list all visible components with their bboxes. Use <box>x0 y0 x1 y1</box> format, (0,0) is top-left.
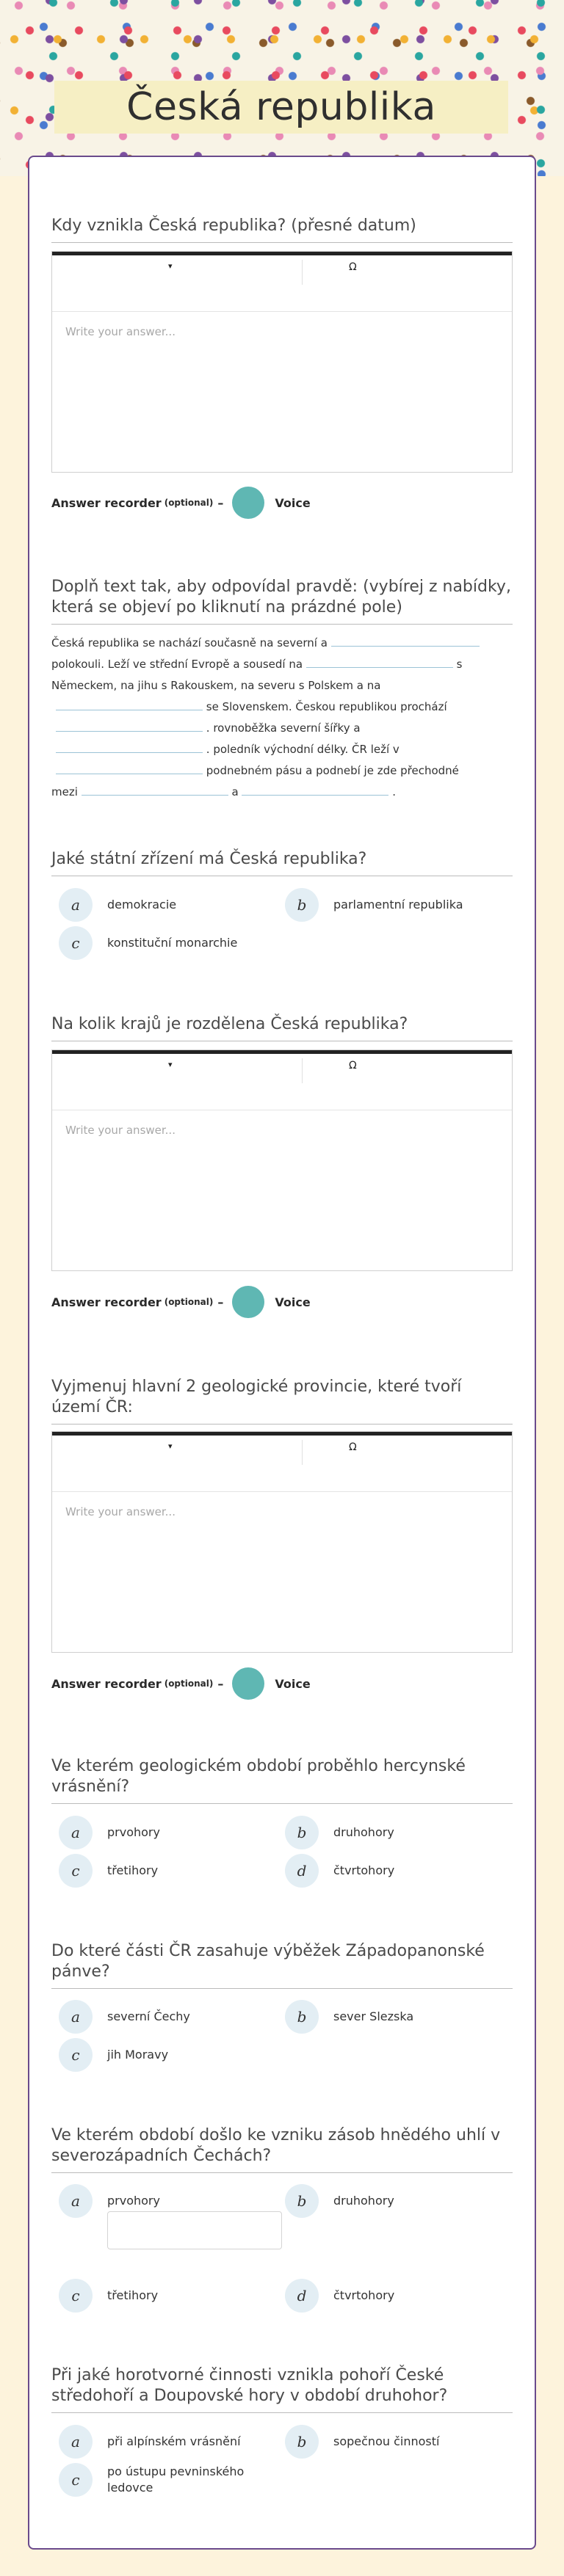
option-label: severní Čechy <box>107 2009 190 2023</box>
option-q7-c[interactable] <box>59 2038 168 2072</box>
option-label: po ústupu pevninského ledovce <box>107 2464 245 2495</box>
answer-input-5[interactable]: Write your answer... <box>65 1505 176 1518</box>
blank-select-8[interactable] <box>242 784 388 796</box>
option-q6-b[interactable] <box>285 1816 394 1849</box>
option-letter: b <box>285 2184 319 2218</box>
fill-text-segment: . rovnoběžka severní šířky a <box>206 721 361 735</box>
option-letter: c <box>59 926 93 960</box>
recorder-label: Answer recorder <box>51 1676 162 1691</box>
fill-text-segment: mezi <box>51 785 78 798</box>
question-3-title: Jaké státní zřízení má Česká republika? <box>51 849 513 876</box>
option-label: čtvrtohory <box>333 2288 395 2302</box>
option-letter: c <box>59 2038 93 2072</box>
recorder-dash: – <box>217 1676 224 1691</box>
option-label: sever Slezska <box>333 2009 414 2023</box>
option-label: čtvrtohory <box>333 1863 395 1877</box>
answer-editor-4[interactable] <box>51 1049 513 1271</box>
recorder-optional: (optional) <box>164 1678 214 1689</box>
question-7-title: Do které části ČR zasahuje výběžek Západopanonské pánve? <box>51 1941 513 1989</box>
answer-recorder-1 <box>51 487 311 519</box>
question-9-title: Při jaké horotvorné činnosti vznikla pohoří České středohoří a Doupovské hory v období druhohor? <box>51 2365 513 2413</box>
answer-editor-5[interactable] <box>51 1431 513 1653</box>
title-band <box>54 81 508 134</box>
answer-recorder-4 <box>51 1286 311 1318</box>
option-q3-b[interactable] <box>285 888 463 922</box>
recorder-label: Answer recorder <box>51 495 162 510</box>
option-letter: c <box>59 2279 93 2313</box>
fill-text-segment: . poledník východní délky. ČR leží v <box>206 743 400 756</box>
option-q9-b[interactable] <box>285 2425 439 2459</box>
option-letter: c <box>59 2463 93 2497</box>
fill-text-segment: a <box>231 785 239 798</box>
option-label: třetihory <box>107 2288 159 2302</box>
fill-text-segment: polokouli. Leží ve střední Evropě a sousedí na <box>51 658 303 671</box>
fill-text-segment: se Slovenskem. Českou republikou prochází <box>206 700 447 713</box>
format-dropdown-icon[interactable]: ▾ <box>168 261 173 271</box>
option-label: prvohory <box>107 2194 160 2208</box>
blank-select-3[interactable] <box>56 699 203 710</box>
answer-input-4[interactable]: Write your answer... <box>65 1124 176 1137</box>
toolbar-divider <box>302 1440 303 1465</box>
recorder-dash: – <box>217 1295 224 1309</box>
voice-label: Voice <box>275 1676 311 1691</box>
option-letter: b <box>285 2000 319 2034</box>
option-q3-c[interactable] <box>59 926 237 960</box>
page-title: Česká republika <box>126 85 436 129</box>
option-label: parlamentní republika <box>333 898 463 912</box>
option-letter: b <box>285 888 319 922</box>
option-letter: a <box>59 1816 93 1849</box>
question-4-title: Na kolik krajů je rozdělena Česká republika? <box>51 1014 513 1041</box>
blank-select-4[interactable] <box>56 720 203 732</box>
blank-select-5[interactable] <box>56 741 203 753</box>
voice-record-button[interactable] <box>232 1667 264 1700</box>
blank-select-1[interactable] <box>331 635 480 647</box>
option-q6-d[interactable] <box>285 1854 394 1888</box>
question-2-title: Doplň text tak, aby odpovídal pravdě: (vybírej z nabídky, která se objeví po kliknutí na prázdné pole) <box>51 577 513 625</box>
answer-input-1[interactable]: Write your answer... <box>65 325 176 338</box>
option-label: demokracie <box>107 898 177 912</box>
fill-text-segment: podnebném pásu a podnebí je zde přechodné <box>206 764 459 777</box>
option-letter: a <box>59 2184 93 2218</box>
recorder-optional: (optional) <box>164 498 214 508</box>
fill-text-segment: . <box>392 785 396 798</box>
recorder-optional: (optional) <box>164 1297 214 1307</box>
option-letter: d <box>285 2279 319 2313</box>
question-6-title: Ve kterém geologickém období proběhlo hercynské vrásnění? <box>51 1756 513 1804</box>
special-characters-icon[interactable]: Ω <box>349 261 357 273</box>
toolbar-divider <box>302 260 303 285</box>
option-label: jih Moravy <box>107 2048 169 2062</box>
option-q6-a[interactable] <box>59 1816 160 1849</box>
question-1-title: Kdy vznikla Česká republika? (přesné datum) <box>51 216 513 243</box>
option-label: druhohory <box>333 1825 394 1839</box>
option-letter: a <box>59 888 93 922</box>
option-label: sopečnou činností <box>333 2434 440 2448</box>
recorder-dash: – <box>217 495 224 510</box>
voice-label: Voice <box>275 1295 311 1309</box>
option-q7-b[interactable] <box>285 2000 413 2034</box>
option-q9-a[interactable] <box>59 2425 241 2459</box>
format-dropdown-icon[interactable]: ▾ <box>168 1441 173 1451</box>
blank-select-2[interactable] <box>306 656 453 668</box>
option-q8-c[interactable] <box>59 2279 158 2313</box>
answer-recorder-5 <box>51 1667 311 1700</box>
question-5-title: Vyjmenuj hlavní 2 geologické provincie, které tvoří území ČR: <box>51 1377 513 1425</box>
option-q7-a[interactable] <box>59 2000 190 2034</box>
answer-editor-1[interactable] <box>51 251 513 473</box>
voice-label: Voice <box>275 495 311 510</box>
option-a-answer-box[interactable] <box>107 2211 282 2249</box>
option-label: konstituční monarchie <box>107 936 238 950</box>
option-letter: b <box>285 1816 319 1849</box>
option-letter: a <box>59 2000 93 2034</box>
option-q9-c[interactable] <box>59 2463 279 2497</box>
option-label: třetihory <box>107 1863 159 1877</box>
special-characters-icon[interactable]: Ω <box>349 1441 357 1453</box>
toolbar-divider <box>302 1058 303 1083</box>
fill-text-segment: s Německem, na jihu s Rakouskem, na severu s Polskem a na <box>51 658 463 692</box>
option-letter: c <box>59 1854 93 1888</box>
voice-record-button[interactable] <box>232 487 264 519</box>
editor-toolbar <box>52 1432 512 1492</box>
blank-select-6[interactable] <box>56 763 203 774</box>
question-8-title: Ve kterém období došlo ke vzniku zásob hnědého uhlí v severozápadních Čechách? <box>51 2125 513 2173</box>
blank-select-7[interactable] <box>82 784 228 796</box>
voice-record-button[interactable] <box>232 1286 264 1318</box>
option-q8-b[interactable] <box>285 2184 394 2218</box>
option-letter: d <box>285 1854 319 1888</box>
fill-in-text <box>51 633 513 803</box>
option-label: při alpínském vrásnění <box>107 2434 241 2448</box>
option-label: druhohory <box>333 2194 394 2208</box>
editor-toolbar <box>52 252 512 312</box>
option-letter: b <box>285 2425 319 2459</box>
option-q8-d[interactable] <box>285 2279 394 2313</box>
recorder-label: Answer recorder <box>51 1295 162 1309</box>
fill-text-segment: Česká republika se nachází současně na severní a <box>51 636 328 650</box>
option-label: prvohory <box>107 1825 160 1839</box>
option-q6-c[interactable] <box>59 1854 158 1888</box>
special-characters-icon[interactable]: Ω <box>349 1060 357 1071</box>
editor-toolbar <box>52 1050 512 1110</box>
option-letter: a <box>59 2425 93 2459</box>
option-q3-a[interactable] <box>59 888 176 922</box>
format-dropdown-icon[interactable]: ▾ <box>168 1060 173 1069</box>
